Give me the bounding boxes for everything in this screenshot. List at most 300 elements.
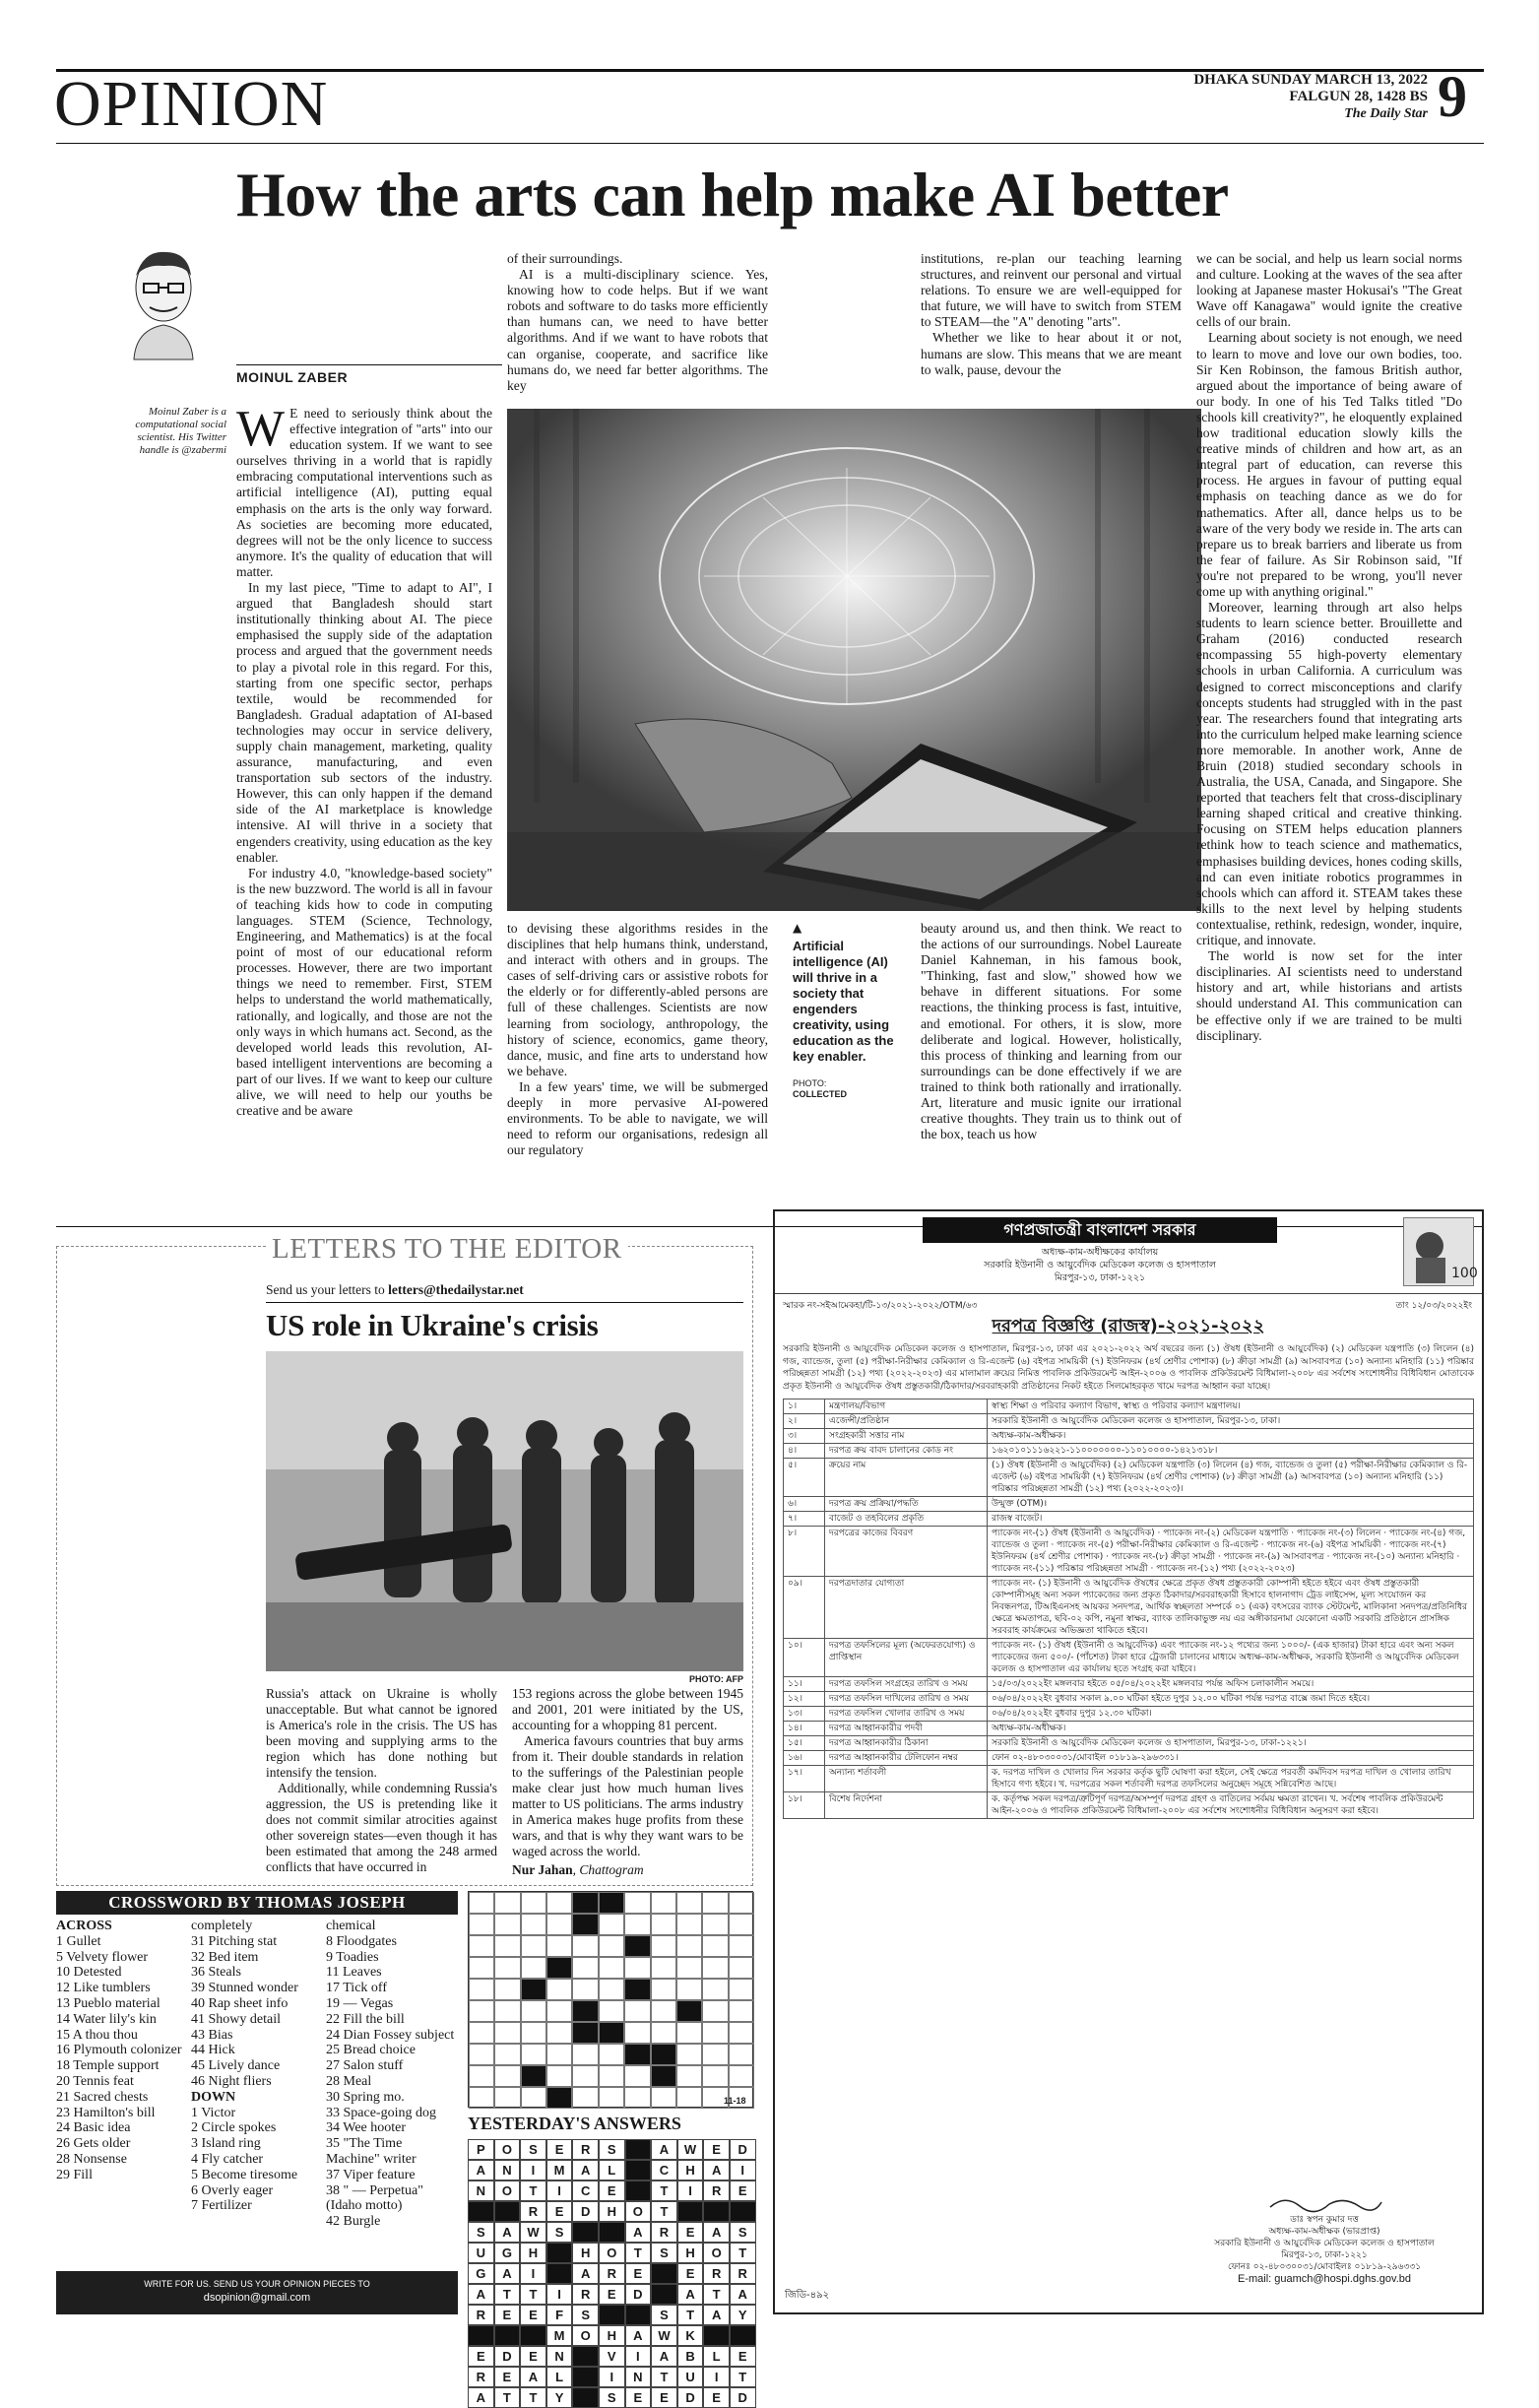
crossword-cell[interactable] bbox=[599, 1935, 624, 1957]
row-label: দরপত্র আহ্বানকারীর পদবী bbox=[825, 1722, 988, 1735]
crossword-cell[interactable] bbox=[599, 2087, 624, 2109]
crossword-heading: CROSSWORD BY THOMAS JOSEPH bbox=[56, 1891, 458, 1915]
answer-cell: T bbox=[651, 2180, 677, 2201]
answer-block-cell bbox=[599, 2305, 625, 2325]
crossword-cell[interactable] bbox=[546, 1979, 572, 2000]
photo-credit bbox=[793, 1078, 911, 1100]
crossword-cell[interactable] bbox=[572, 2065, 598, 2087]
answer-block-cell bbox=[546, 2263, 573, 2284]
letters-email-link[interactable]: letters@thedailystar.net bbox=[388, 1282, 524, 1297]
send-prefix: Send us your letters to bbox=[266, 1282, 389, 1297]
crossword-cell[interactable] bbox=[702, 1914, 728, 1935]
crossword-cell[interactable] bbox=[546, 2022, 572, 2044]
crossword-cell[interactable] bbox=[702, 2000, 728, 2022]
author-portrait bbox=[95, 236, 232, 359]
office-line: সরকারি ইউনানী ও আয়ুর্বেদিক মেডিকেল কলেজ ও হাসপাতাল bbox=[984, 1260, 1216, 1270]
memo-number: স্মারক নং-সইআমেকহা/টি-১৩/২০২১-২০২২/OTM/৬৩ bbox=[783, 1301, 978, 1311]
answer-cell: H bbox=[677, 2160, 704, 2180]
answer-cell: P bbox=[468, 2139, 494, 2160]
row-value: ক. দরপত্র দাখিল ও খোলার দিন সরকার কর্তৃক ছুটি ঘোষণা করা হইলে, সেই ক্ষেত্রে পরবর্তী কর্মদিবস দরপত্র দাখিল ও খোলার তারিখ হিসাবে গণ্য হইবে। খ. দরপত্রের সকল শর্তাবলী দরপত্র তফসিলের অনুচ্ছেদ সমূহে সন্নিবেশিত আছে। bbox=[992, 1768, 1451, 1790]
crossword-cell[interactable] bbox=[494, 1935, 520, 1957]
answer-block-cell bbox=[651, 2263, 677, 2284]
down-clues bbox=[191, 2106, 324, 2215]
crossword-cell[interactable] bbox=[469, 1935, 494, 1957]
crossword-cell[interactable] bbox=[651, 1957, 676, 1979]
row-number: ৩। bbox=[784, 1429, 825, 1443]
clue: 26 Gets older bbox=[56, 2136, 131, 2152]
crossword-date-code: 11-18 bbox=[724, 2096, 746, 2106]
crossword-cell[interactable] bbox=[676, 1892, 702, 1914]
clue: 37 Viper feature bbox=[326, 2167, 416, 2182]
answer-cell: S bbox=[520, 2139, 546, 2160]
yesterday-answers-grid bbox=[468, 2139, 756, 2408]
answer-cell: S bbox=[651, 2305, 677, 2325]
answer-cell: E bbox=[546, 2139, 573, 2160]
row-number: ১৮। bbox=[784, 1792, 825, 1818]
crossword-cell[interactable] bbox=[624, 2065, 650, 2087]
row-value: উন্মুক্ত (OTM)। bbox=[992, 1499, 1048, 1509]
crossword-cell[interactable] bbox=[729, 2065, 754, 2087]
crossword-cell[interactable] bbox=[702, 1979, 728, 2000]
answer-cell: N bbox=[625, 2367, 652, 2387]
row-number: ১৩। bbox=[784, 1707, 825, 1721]
crossword-cell[interactable] bbox=[521, 1935, 546, 1957]
paragraph: of their surroundings. bbox=[507, 251, 623, 266]
row-value: ক. কর্তৃপক্ষ সকল দরপত্র/ত্রুটিপূর্ণ দরপত্র/অসম্পূর্ণ দরপত্র গ্রহণ ও বাতিলের সর্বময় ক্ষমতা রাখেন। খ. সর্বশেষ পাবলিক প্রকিউরমেন্ট আইন-২০০৬ ও পাবলিক প্রকিউরমেন্ট বিধিমালা-২০০৮ এর সর্বশেষ সংশোধনীর বিধিবিধান অনুসরণ করা হইবে। bbox=[992, 1794, 1443, 1816]
answer-cell: M bbox=[546, 2160, 573, 2180]
across-clues bbox=[56, 1934, 189, 2183]
row-number: ৭। bbox=[784, 1512, 825, 1526]
crossword-cell[interactable] bbox=[599, 1979, 624, 2000]
clue: 3 Island ring bbox=[191, 2136, 261, 2152]
row-label: দরপত্র আহ্বানকারীর টেলিফোন নম্বর bbox=[825, 1751, 988, 1765]
crossword-cell[interactable] bbox=[702, 1957, 728, 1979]
crossword-cell[interactable] bbox=[624, 2000, 650, 2022]
answer-cell: R bbox=[599, 2263, 625, 2284]
crossword-cell[interactable] bbox=[521, 2087, 546, 2109]
crossword-cell[interactable] bbox=[651, 1935, 676, 1957]
signature-block bbox=[1196, 2192, 1452, 2285]
tender-table-row bbox=[784, 1736, 1473, 1751]
crossword-cell[interactable] bbox=[572, 1957, 598, 1979]
clue: 35 "The Time Machine" writer bbox=[326, 2136, 417, 2167]
row-label: দরপত্র তফসিল সংগ্রহের তারিখ ও সময় bbox=[825, 1677, 988, 1691]
clue: 45 Lively dance bbox=[191, 2058, 281, 2074]
crossword-cell[interactable] bbox=[469, 1892, 494, 1914]
row-value: (১) ঔষধ (ইউনানী ও আয়ুর্বেদিক) (২) মেডিকেল যন্ত্রপাতি (৩) লিলেন (৪) গজ, ব্যান্ডেজ ও তুলা (৫) পরীক্ষা-নিরীক্ষার কেমিক্যাল ও রি-এজেন্ট (৬) বইপত্র সাময়িকী (৭) ইউনিফরম (৪র্থ শ্রেণীর পোশাক) (৮) ক্রীড়া সামগ্রী (৯) আসবাবপত্র (১০) অন্যান্য মনিহারি (১১) পরিষ্কার পরিচ্ছন্নতা সামগ্রী (১২) পথ্য (২০২২-২০২৩)। bbox=[992, 1461, 1468, 1494]
answer-row bbox=[468, 2243, 756, 2263]
answer-cell: E bbox=[546, 2201, 573, 2222]
photo-caption: Artificial intelligence (AI) will thrive in a society that engenders creativity, using education as the key enabler. bbox=[793, 939, 894, 1064]
ad-code: জিডি-৪৯২ bbox=[785, 2290, 830, 2301]
author-sketch-icon bbox=[95, 236, 232, 359]
clue: 41 Showy detail bbox=[191, 2011, 281, 2027]
clue: 2 Circle spokes bbox=[191, 2120, 277, 2136]
tender-intro: সরকারি ইউনানী ও আয়ুর্বেদিক মেডিকেল কলেজ ও হাসপাতাল, মিরপুর-১৩, ঢাকা এর ২০২১-২০২২ অর্থ বছরের জন্য (১) ঔষধ (ইউনানী ও আয়ুর্বেদিক) (২) মেডিকেল যন্ত্রপাতি (৩) লিলেন (৪) গজ, ব্যান্ডেজ, তুলা (৫) পরীক্ষা-নিরীক্ষার কেমিক্যাল ও রি-এজেন্ট (৬) বইপত্র সাময়িকী (৭) ইউনিফরম (৪র্থ শ্রেণীর পোশাক) (৮) ক্রীড়া সামগ্রী (৯) আসবাবপত্র (১০) অন্যান্য মনিহারি (১১) পরিষ্কার পরিচ্ছন্নতা সামগ্রী (১২) পথ্য (২০২২-২০২৩) এর মালামাল ক্রয়ের নিমিত্ত পাবলিক প্রকিউরমেন্ট আইন-২০০৬ ও পাবলিক প্রকিউরমেন্ট বিধিমালা-২০০৮ এর সর্বশেষ সংশোধনীর বিধিবিধান মোতাবেক প্রকৃত ইউনানী ও আয়ুর্বেদিক ঔষধ প্রস্তুতকারী/ঠিকাদার/সরবরাহকারী প্রতিষ্ঠানের নিকট হইতে সিলমোহরকৃত খামে দরপত্র আহ্বান করা যাচ্ছে। bbox=[783, 1344, 1474, 1392]
crossword-block-cell bbox=[599, 1892, 624, 1914]
clues-column-2 bbox=[191, 1919, 324, 2214]
row-number: ১১। bbox=[784, 1677, 825, 1691]
row-value: ফোন ০২-৪৮০৩০০৩১/মোবাইল ০১৮১৯-২৯৬৩৩১। bbox=[992, 1753, 1179, 1763]
answer-cell: E bbox=[651, 2387, 677, 2408]
answer-cell: I bbox=[730, 2160, 756, 2180]
clue: 28 Nonsense bbox=[56, 2151, 127, 2167]
crossword-block-cell bbox=[546, 1957, 572, 1979]
crossword-cell[interactable] bbox=[651, 2087, 676, 2109]
answer-cell: A bbox=[730, 2284, 756, 2305]
answer-cell: R bbox=[520, 2201, 546, 2222]
clue: 9 Toadies bbox=[326, 1949, 379, 1965]
crossword-cell[interactable] bbox=[546, 1892, 572, 1914]
article-column-2-bottom bbox=[507, 921, 768, 1216]
crossword-cell[interactable] bbox=[599, 2065, 624, 2087]
clue: 17 Tick off bbox=[326, 1981, 387, 1996]
answer-cell: E bbox=[599, 2284, 625, 2305]
answer-block-cell bbox=[677, 2201, 704, 2222]
crossword-cell[interactable] bbox=[651, 2022, 676, 2044]
crossword-block-cell bbox=[572, 1914, 598, 1935]
paragraph: to devising these algorithms resides in the disciplines that help humans think, understand, and interact with others and in groups. The cases of self-driving cars or assistive robots for the elderly or for differently-abled persons are full of these challenges. Scientists are now learning from sociology, anthropology, the history of science, economics, game theory, dance, music, and fine arts to understand how we behave. bbox=[507, 921, 768, 1078]
answer-cell: O bbox=[703, 2243, 730, 2263]
clue: 1 Gullet bbox=[56, 1933, 101, 1949]
answer-block-cell bbox=[572, 2222, 599, 2243]
tender-table-row bbox=[784, 1399, 1473, 1414]
crossword-cell[interactable] bbox=[494, 1892, 520, 1914]
signatory-office: সরকারি ইউনানী ও আয়ুর্বেদিক মেডিকেল কলেজ ও হাসপাতাল bbox=[1214, 2239, 1435, 2248]
letters-photo bbox=[266, 1351, 743, 1671]
crossword-block-cell bbox=[651, 2044, 676, 2065]
row-number: ১০। bbox=[784, 1639, 825, 1676]
crossword-cell[interactable] bbox=[599, 2000, 624, 2022]
row-number: ১৫। bbox=[784, 1736, 825, 1750]
crossword-cell[interactable] bbox=[469, 2087, 494, 2109]
answer-block-cell bbox=[703, 2325, 730, 2346]
answer-cell: T bbox=[651, 2367, 677, 2387]
crossword-cell[interactable] bbox=[676, 2044, 702, 2065]
signatory-phone: ফোনঃ ০২-৪৮০৩০০৩১/মোবাইলঃ ০১৮১৯-২৯৬৩৩১ bbox=[1227, 2262, 1422, 2272]
answer-cell: T bbox=[677, 2305, 704, 2325]
row-number: ১৬। bbox=[784, 1751, 825, 1765]
answer-cell: H bbox=[599, 2325, 625, 2346]
answer-cell: F bbox=[546, 2305, 573, 2325]
crossword-cell[interactable] bbox=[521, 1892, 546, 1914]
crossword-cell[interactable] bbox=[676, 1979, 702, 2000]
crossword-block-cell bbox=[546, 2087, 572, 2109]
answer-cell: A bbox=[625, 2222, 652, 2243]
answer-cell: S bbox=[572, 2305, 599, 2325]
crossword-cell[interactable] bbox=[494, 2087, 520, 2109]
row-value: প্যাকেজ নং-(১) ঔষধ (ইউনানী ও আয়ুর্বেদিক) · প্যাকেজ নং-(২) মেডিকেল যন্ত্রপাতি · প্যাকেজ নং-(৩) লিলেন · প্যাকেজ নং-(৪) গজ, ব্যান্ডেজ ও তুলা · প্যাকেজ নং-(৫) পরীক্ষা-নিরীক্ষার কেমিক্যাল ও রি-এজেন্ট · প্যাকেজ নং-(৬) বইপত্র সাময়িকী · প্যাকেজ নং-(৭) ইউনিফরম (৪র্থ শ্রেণীর পোশাক) · প্যাকেজ নং-(৮) ক্রীড়া সামগ্রী · প্যাকেজ নং-(৯) আসবাবপত্র · প্যাকেজ নং-(১০) অন্যান্য মনিহারি · প্যাকেজ নং-(১১) পরিষ্কার পরিচ্ছন্নতা সামগ্রী · প্যাকেজ নং-(১২) পথ্য (২০২২-২০২৩) bbox=[992, 1529, 1466, 1574]
paragraph: Russia's attack on Ukraine is wholly unacceptable. But what cannot be ignored is America's role in the crisis. The US has been moving and supplying arms to the region which has done nothing but intensify the tension. bbox=[266, 1686, 497, 1780]
answer-cell: A bbox=[494, 2222, 521, 2243]
crossword-cell[interactable] bbox=[546, 1935, 572, 1957]
row-number: ২। bbox=[784, 1414, 825, 1428]
crossword-cell[interactable] bbox=[729, 1892, 754, 1914]
clue: 21 Sacred chests bbox=[56, 2089, 149, 2105]
crossword-cell[interactable] bbox=[676, 1935, 702, 1957]
crossword-cell[interactable] bbox=[469, 2065, 494, 2087]
answer-cell: T bbox=[625, 2243, 652, 2263]
crossword-cell[interactable] bbox=[494, 1979, 520, 2000]
row-value: সরকারি ইউনানী ও আয়ুর্বেদিক মেডিকেল কলেজ ও হাসপাতাল, মিরপুর-১৩, ঢাকা। bbox=[992, 1416, 1281, 1426]
crossword-cell[interactable] bbox=[572, 1935, 598, 1957]
crossword-cell[interactable] bbox=[469, 2044, 494, 2065]
answer-row bbox=[468, 2367, 756, 2387]
clue: 7 Fertilizer bbox=[191, 2198, 252, 2214]
answer-cell: I bbox=[599, 2367, 625, 2387]
letter-signature bbox=[512, 1862, 743, 1878]
article-column-3-top bbox=[921, 251, 1182, 399]
answer-cell: E bbox=[730, 2346, 756, 2367]
crossword-cell[interactable] bbox=[494, 1957, 520, 1979]
clue: 29 Fill bbox=[56, 2167, 93, 2182]
crossword-cell[interactable] bbox=[546, 2000, 572, 2022]
row-value: ০৬/০৪/২০২২ইং বুধবার সকাল ৯.০০ ঘটিকা হইতে দুপুর ১২.০০ ঘটিকা পর্যন্ত দরপত্র বাক্সে জমা দিতে হইবে। bbox=[992, 1694, 1371, 1704]
answer-cell: O bbox=[494, 2180, 521, 2201]
clue: 6 Overly eager bbox=[191, 2182, 274, 2198]
answer-cell: Y bbox=[730, 2305, 756, 2325]
clue: 25 Bread choice bbox=[326, 2043, 416, 2058]
clue: 44 Hick bbox=[191, 2043, 235, 2058]
crossword-cell[interactable] bbox=[729, 1935, 754, 1957]
row-value: অধ্যক্ষ-কাম-অধীক্ষক। bbox=[992, 1724, 1066, 1733]
row-value: ১৬২০১০১১১৬২২১-১১০০০০০০০-১১০১০০০০-১৪২১৩১৮। bbox=[992, 1446, 1218, 1456]
answer-block-cell bbox=[468, 2201, 494, 2222]
crossword-cell[interactable] bbox=[702, 2065, 728, 2087]
crossword-cell[interactable] bbox=[469, 1914, 494, 1935]
answer-block-cell bbox=[625, 2305, 652, 2325]
tender-table-row bbox=[784, 1444, 1473, 1459]
opinion-footer bbox=[56, 2271, 458, 2314]
crossword-cell[interactable] bbox=[676, 1914, 702, 1935]
answer-cell: A bbox=[651, 2346, 677, 2367]
crossword-cell[interactable] bbox=[651, 2000, 676, 2022]
credit-label: PHOTO: bbox=[793, 1078, 827, 1088]
letter-column-2 bbox=[512, 1686, 743, 1878]
answer-cell: D bbox=[572, 2201, 599, 2222]
author-rule bbox=[236, 364, 502, 365]
answer-cell: A bbox=[625, 2325, 652, 2346]
footer-email-link[interactable]: dsopinion@gmail.com bbox=[203, 2292, 311, 2304]
clue: 27 Salon stuff bbox=[326, 2058, 404, 2074]
crossword-cell[interactable] bbox=[494, 2000, 520, 2022]
answer-cell: R bbox=[651, 2222, 677, 2243]
crossword-cell[interactable] bbox=[729, 2000, 754, 2022]
crossword-cell[interactable] bbox=[521, 2022, 546, 2044]
paragraph: E need to seriously think about the effective integration of "arts" into our education system. If we want to see ourselves thriving in a world that is rapidly embracing computational interventions such as artificial intelligence (AI), putting equal emphasis on the arts is the only way forward. As societies are becoming more educated, degrees will not be the only licence to success anymore. It's the quality of education that will matter. bbox=[236, 406, 492, 579]
paragraph: The world is now set for the inter disciplinaries. AI scientists need to understand history and art, while historians and artists should understand AI. This communication can be effective only if we are trained to be multi disciplinary. bbox=[1196, 948, 1462, 1043]
crossword-cell[interactable] bbox=[651, 1979, 676, 2000]
crossword-cell[interactable] bbox=[676, 1957, 702, 1979]
letters-send-line bbox=[266, 1282, 524, 1298]
author-bio: Moinul Zaber is a computational social scientist. His Twitter handle is @zabermi bbox=[135, 406, 226, 456]
crossword-cell[interactable] bbox=[469, 2022, 494, 2044]
answer-cell: E bbox=[625, 2263, 652, 2284]
answer-block-cell bbox=[494, 2325, 521, 2346]
crossword-cell[interactable] bbox=[599, 1957, 624, 1979]
answer-cell: C bbox=[651, 2160, 677, 2180]
answer-cell: E bbox=[520, 2346, 546, 2367]
signatory-email-link[interactable]: E-mail: guamch@hospi.dghs.gov.bd bbox=[1237, 2273, 1412, 2285]
crossword-cell[interactable] bbox=[624, 2087, 650, 2109]
answer-cell: E bbox=[703, 2139, 730, 2160]
crossword-cell[interactable] bbox=[521, 2044, 546, 2065]
dateline-bangla: FALGUN 28, 1428 BS bbox=[1289, 89, 1428, 104]
answer-cell: E bbox=[730, 2180, 756, 2201]
paragraph: In a few years' time, we will be submerged deeply in more pervasive AI-powered environments. To be able to navigate, we will need to reform our organisations, redesign all our regulatory bbox=[507, 1078, 768, 1158]
crossword-cell[interactable] bbox=[469, 1979, 494, 2000]
answer-cell: R bbox=[468, 2367, 494, 2387]
crossword-cell[interactable] bbox=[572, 1979, 598, 2000]
answer-cell: O bbox=[572, 2325, 599, 2346]
crossword-cell[interactable] bbox=[624, 1892, 650, 1914]
crossword-cell[interactable] bbox=[494, 2044, 520, 2065]
crossword-cell[interactable] bbox=[676, 2087, 702, 2109]
answer-cell: S bbox=[546, 2222, 573, 2243]
crossword-cell[interactable] bbox=[572, 2087, 598, 2109]
crossword-cell[interactable] bbox=[494, 2022, 520, 2044]
crossword-cell[interactable] bbox=[599, 1914, 624, 1935]
crossword-cell[interactable] bbox=[469, 1957, 494, 1979]
clue: 5 Velvety flower bbox=[56, 1949, 149, 1965]
answer-cell: Y bbox=[546, 2387, 573, 2408]
crossword-cell[interactable] bbox=[651, 1914, 676, 1935]
crossword-cell[interactable] bbox=[624, 1957, 650, 1979]
answer-cell: E bbox=[703, 2387, 730, 2408]
answer-cell: H bbox=[677, 2243, 704, 2263]
page-number: 9 bbox=[1438, 64, 1467, 129]
crossword-cell[interactable] bbox=[624, 1914, 650, 1935]
feature-photo bbox=[507, 409, 1201, 911]
answer-block-cell bbox=[468, 2325, 494, 2346]
crossword-block-cell bbox=[521, 1979, 546, 2000]
answer-cell: N bbox=[494, 2160, 521, 2180]
crossword-grid[interactable] bbox=[468, 1891, 753, 2108]
answer-cell: E bbox=[468, 2346, 494, 2367]
crossword-cell[interactable] bbox=[546, 2065, 572, 2087]
crossword-cell[interactable] bbox=[702, 2044, 728, 2065]
crossword-cell[interactable] bbox=[599, 2044, 624, 2065]
crossword-block-cell bbox=[624, 1935, 650, 1957]
crossword-cell[interactable] bbox=[729, 1957, 754, 1979]
answer-row bbox=[468, 2139, 756, 2160]
answer-cell: R bbox=[572, 2284, 599, 2305]
crossword-cell[interactable] bbox=[546, 2044, 572, 2065]
crossword-cell[interactable] bbox=[494, 1914, 520, 1935]
crossword-cell[interactable] bbox=[469, 2000, 494, 2022]
crossword-cell[interactable] bbox=[572, 2044, 598, 2065]
answer-cell: C bbox=[572, 2180, 599, 2201]
answer-row bbox=[468, 2263, 756, 2284]
answer-cell: A bbox=[520, 2367, 546, 2387]
answer-cell: E bbox=[677, 2222, 704, 2243]
answer-cell: I bbox=[520, 2160, 546, 2180]
answer-block-cell bbox=[494, 2201, 521, 2222]
answer-cell: S bbox=[599, 2387, 625, 2408]
headline: How the arts can help make AI better bbox=[236, 160, 1229, 229]
paragraph: institutions, re-plan our teaching learning structures, and reinvent our personal and virtual relations. To ensure we are well-equipped for that future, we will have to switch from STEM to STEAM—the "A" denoting "arts". bbox=[921, 251, 1182, 330]
crossword-cell[interactable] bbox=[729, 1914, 754, 1935]
crossword-cell[interactable] bbox=[729, 2044, 754, 2065]
crossword-cell[interactable] bbox=[702, 1935, 728, 1957]
answer-cell: E bbox=[494, 2305, 521, 2325]
row-number: ১২। bbox=[784, 1692, 825, 1706]
crossword-cell[interactable] bbox=[624, 2022, 650, 2044]
tender-table-row bbox=[784, 1577, 1473, 1639]
clue: chemical bbox=[326, 1919, 376, 1933]
row-value: ১৫/০৩/২০২২ইং মঙ্গলবার হইতে ০৫/০৪/২০২২ইং মঙ্গলবার পর্যন্ত অফিস চলাকালীন সময়ে। bbox=[992, 1679, 1315, 1689]
row-number: ১৪। bbox=[784, 1722, 825, 1735]
row-value: প্যাকেজ নং- (১) ঔষধ (ইউনানী ও আয়ুর্বেদিক) এবং প্যাকেজ নং-১২ পথ্যের জন্য ১০০০/- (এক হাজার) টাকা হারে এবং অন্য সকল প্যাকেজের জন্য ৫০০/- (পাঁচশত) টাকা হারে ট্রেজারী চালানের মাধ্যমে অধ্যক্ষ-কাম-অধীক্ষক, সরকারি ইউনানী ও আয়ুর্বেদিক মেডিকেল কলেজ ও হাসপাতাল এর কার্যালয় হতে সংগ্রহ করা যাইবে। bbox=[992, 1641, 1459, 1674]
answer-row bbox=[468, 2387, 756, 2408]
answer-cell: T bbox=[494, 2284, 521, 2305]
crossword-cell[interactable] bbox=[702, 1892, 728, 1914]
crossword-cell[interactable] bbox=[729, 1979, 754, 2000]
paragraph: In my last piece, "Time to adapt to AI", I argued that Bangladesh should start institutionally thinking about AI. The piece emphasised the supply side of the adaptation process and argued that the government needs to play a pivotal role in this regard. For this, starting from one specific sector, perhaps textile, would be recommended for Bangladesh. Gradual adaptation of AI-based technologies may occur in service delivery, supply chain management, marketing, quality assurance, manufacturing, and even transportation sub sectors of the industry. However, this can only happen if the demand side of the AI marketplace is knowledge intensive. AI will thrive in a society that engenders creativity, using education as the key enabler. bbox=[236, 580, 492, 865]
tender-table-row bbox=[784, 1677, 1473, 1692]
crossword-cell[interactable] bbox=[521, 2000, 546, 2022]
crossword-cell[interactable] bbox=[729, 2022, 754, 2044]
tender-table-row bbox=[784, 1792, 1473, 1819]
tender-table-row bbox=[784, 1751, 1473, 1766]
answer-cell: S bbox=[651, 2243, 677, 2263]
row-label: দরপত্র ক্রয় প্রক্রিয়া/পদ্ধতি bbox=[825, 1497, 988, 1511]
crossword-cell[interactable] bbox=[521, 1957, 546, 1979]
answer-cell: A bbox=[703, 2222, 730, 2243]
tender-ad bbox=[773, 1209, 1484, 2314]
tender-table-row bbox=[784, 1414, 1473, 1429]
answer-block-cell bbox=[572, 2367, 599, 2387]
row-number: ০৯। bbox=[784, 1577, 825, 1638]
answer-cell: N bbox=[546, 2346, 573, 2367]
signatory-title: অধ্যক্ষ-কাম-অধীক্ষক (ভারপ্রাপ্ত) bbox=[1268, 2227, 1380, 2237]
article-column-2-top bbox=[507, 251, 768, 399]
answer-block-cell bbox=[625, 2180, 652, 2201]
crossword-block-cell bbox=[572, 2022, 598, 2044]
crossword-cell[interactable] bbox=[676, 2065, 702, 2087]
answer-cell: D bbox=[625, 2284, 652, 2305]
crossword-cell[interactable] bbox=[702, 2022, 728, 2044]
signatory-name: ডাঃ স্বপন কুমার দত্ত bbox=[1290, 2215, 1359, 2225]
answer-block-cell bbox=[625, 2139, 652, 2160]
answer-cell: E bbox=[494, 2367, 521, 2387]
clue: 8 Floodgates bbox=[326, 1933, 397, 1949]
answer-block-cell bbox=[730, 2201, 756, 2222]
dateline-block bbox=[1162, 72, 1428, 122]
crossword-cell[interactable] bbox=[546, 1914, 572, 1935]
row-label: মন্ত্রণালয়/বিভাগ bbox=[825, 1399, 988, 1413]
crossword-cell[interactable] bbox=[494, 2065, 520, 2087]
clues-column-3 bbox=[326, 1919, 458, 2230]
row-label: দরপত্র আহ্বানকারীর ঠিকানা bbox=[825, 1736, 988, 1750]
clue: 19 — Vegas bbox=[326, 1995, 394, 2011]
clue: 23 Hamilton's bill bbox=[56, 2105, 156, 2120]
answer-cell: A bbox=[468, 2160, 494, 2180]
answer-cell: R bbox=[703, 2180, 730, 2201]
answer-cell: T bbox=[703, 2284, 730, 2305]
office-address bbox=[893, 1246, 1307, 1284]
yesterday-heading: YESTERDAY'S ANSWERS bbox=[468, 2114, 681, 2133]
svg-text:100: 100 bbox=[1451, 1266, 1478, 1281]
crossword-cell[interactable] bbox=[521, 1914, 546, 1935]
answer-cell: D bbox=[494, 2346, 521, 2367]
answer-cell: S bbox=[730, 2222, 756, 2243]
crossword-cell[interactable] bbox=[676, 2022, 702, 2044]
down-label: DOWN bbox=[191, 2089, 236, 2105]
crossword-cell[interactable] bbox=[651, 1892, 676, 1914]
paragraph: Whether we like to hear about it or not, humans are slow. This means that we are meant to walk, pause, devour the bbox=[921, 330, 1182, 377]
clue: 18 Temple support bbox=[56, 2058, 160, 2074]
